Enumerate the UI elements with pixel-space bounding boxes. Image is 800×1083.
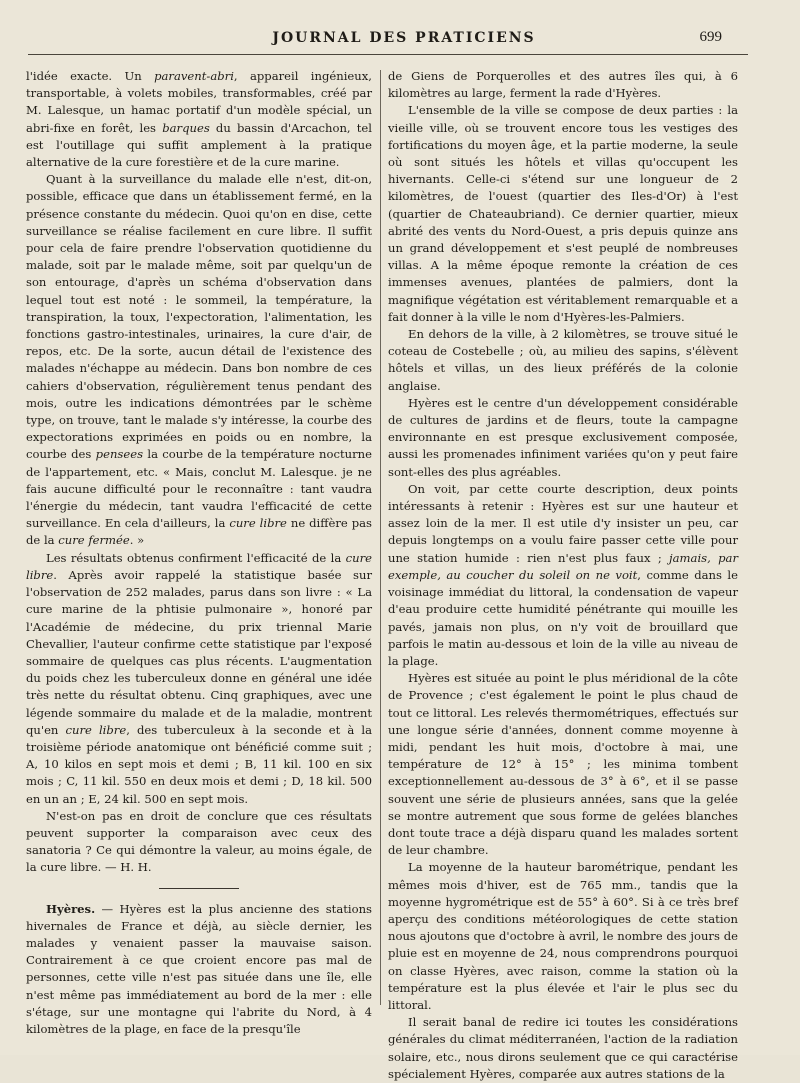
text-run: Quant à la surveillance du malade elle n'est, dit-on, possible, efficace que dans un établissement fermé, en la présence constante du médecin. Quoi qu'on en dise, cette surveillance se réalise facilement en cure libre. Il suffit pour cela de faire prendre l'observation quotidienne du malade, soit par le malade même, soit par quelqu'un de son entourage, d'après un schéma d'observation dans lequel tout est noté : le sommeil, la température, la transpiration, la toux, l'expectoration, l'alimentation, les fonctions gastro-intestinales, urinaires, la cure d'air, de repos, etc. De la sorte, aucun détail de l'existence des malades n'échappe au médecin. Dans bon nombre de ces cahiers d'observation, régulièrement tenus pendant des mois, outre les indications démontrées par le schème type, on trouve, tant le malade s'y intéresse, la courbe des expectorations exprimées en poids ou en nombre, la courbe des [26,172,372,462]
paragraph-ensemble-ville: L'ensemble de la ville se compose de deux parties : la vieille ville, où se trouvent encore tous les vestiges des fortifications du moyen âge, et la partie moderne, la seule où sont situés les hôtels et villas qu'occupent les hivernants. Celle-ci s'étend sur une longueur de 2 kilomètres, de l'ouest (quartier des Iles-d'Or) à l'est (quartier de Chateaubriand). Ce dernier quartier, mieux abrité des vents du Nord-Ouest, a pris depuis quinze ans un grand développement et s'est peuplé de nombreuses villas. A la même époque remonte la création de ces immenses avenues, plantées de palmiers, dont la magnifique végétation est véritablement remarquable et a fait donner à la ville le nom d'Hyères-les-Palmiers. [388,103,738,324]
running-title: JOURNAL DES PRATICIENS [272,30,536,46]
italic-term: pensees [95,447,144,462]
page-number: 699 [699,29,722,45]
paragraph-hyeres-intro [26,901,372,1039]
section-lead-title: Hyères. [46,901,96,916]
paragraph-humidite [388,481,738,670]
paragraph-cultures: Hyères est le centre d'un développement considérable de cultures de jardins et de fleurs, toute la campagne environnante en est presque exclusivement composée, aussi les promenades infiniment variées qu'on y peut faire sont-elles des plus agréables. [388,395,738,479]
italic-phrase: jamais, par exemple, au coucher du soleil on ne voit [388,550,738,582]
text-run: — Hyères est la plus ancienne des stations hivernales de France et déjà, au siècle dernier, les malades y venaient passer la mauvaise saison. Contrairement à ce que croient encore pas mal de personnes, cette ville n'est pas située dans une île, elle n'est même pas immédiatement au bord de la mer : elle s'étage, sur une montagne qui l'abrite du Nord, à 4 kilomètres de la plage, en face de la presqu'île [26,901,372,1036]
italic-term: cure fermée [58,533,130,548]
text-run: , comme dans le voisinage immédiat du littoral, la condensation de vapeur d'eau produire cette humidité pénétrante qui mouille les pavés, jamais non plus, on n'y voit de brouillard que parfois le matin au-dessous et loin de la ville au niveau de la plage. [388,567,738,668]
text-run: . » [129,533,145,548]
text-run: , appareil ingénieux, transportable, à volets mobiles, transformables, créé par M. Lalesque, un hamac portatif d'un modèle spécial, un abri-fixe en forêt, les [26,69,372,135]
italic-term: cure libre [65,722,127,737]
text-run: . Après avoir rappelé la statistique basée sur l'observation de 252 malades, parus dans son livre : « La cure marine de la phtisie pulmonaire », honoré par l'Académie de médecine, du prix triennal Marie Chevallier, l'auteur confirme cette statistique par l'exposé sommaire de quelques cas plus récents. L'augmentation du poids chez les tuberculeux donne en général une idée très nette du résultat obtenu. Cinq graphiques, avec une légende sommaire du malade et de la maladie, montrent qu'en [26,567,372,737]
header-rule [28,54,748,55]
italic-term: barques [162,120,210,135]
italic-term: paravent-abri [154,69,234,83]
text-run: Les résultats obtenus confirment l'efficacité de la [46,550,346,565]
text-run: ne diffère pas de la [26,516,372,548]
text-run: , des tuberculeux à la seconde et à la troisième période anatomique ont bénéficié comme suit ; A, 10 kilos en sept mois et demi ; B, 11 kil. 100 en six mois ; C, 11 kil. 550 en deux mois et demi ; D, 18 kil. 500 en un an ; E, 24 kil. 500 en sept mois. [26,722,372,806]
paragraph-surveillance [26,171,372,549]
text-run: l'idée exacte. Un [26,69,155,83]
right-column [388,68,738,1083]
italic-term: cure libre [229,516,287,531]
paragraph-costebelle: En dehors de la ville, à 2 kilomètres, se trouve situé le coteau de Costebelle ; où, au milieu des sapins, s'élèvent hôtels et villas, un des lieux préférés de la colonie anglaise. [388,327,738,393]
italic-term: cure libre [26,550,372,582]
paragraph-climat: Il serait banal de redire ici toutes les considérations générales du climat méditerranéen, l'action de la radiation solaire, etc., nous dirons seulement que ce qui caractérise spécialement Hyères, comparée aux autres stations de la [388,1015,738,1081]
paragraph-resultats [26,550,372,808]
text-run: la courbe de la température nocturne de l'appartement, etc. « Mais, conclut M. Lalesque. je ne fais aucune difficulté pour le reconnaître : tant vaudra l'énergie du médecin, tant vaudra l'efficacité de cette surveillance. En cela d'ailleurs, la [26,447,372,531]
page-header [28,30,780,50]
left-column [26,68,372,1038]
paragraph-temperature: Hyères est située au point le plus méridional de la côte de Provence ; c'est également le point le plus chaud de tout ce littoral. Les relevés thermométriques, effectués sur une longue série d'années, donnent comme moyenne à midi, pendant les huit mois, d'octobre à mai, une température de 12° à 15° ; les minima tombent exceptionnellement au-dessous de 3° à 6°, et il se passe souvent une série de plusieurs années, sans que la gelée se montre autrement que sous forme de gelées blanches dont toute trace a déjà disparu quand les malades sortent de leur chambre. [388,671,738,858]
paragraph-paravent [26,68,372,171]
text-run: du bassin d'Arcachon, tel est l'outillage qui suffit amplement à la pratique alternative de la cure forestière et de la cure marine. [26,120,372,170]
paragraph-giens: de Giens de Porquerolles et des autres îles qui, à 6 kilomètres au large, ferment la rade d'Hyères. [388,69,738,101]
paragraph-barometrie: La moyenne de la hauteur barométrique, pendant les mêmes mois d'hiver, est de 765 mm., tandis que la moyenne hygrométrique est de 55° à 60°. Si à ce très bref aperçu des conditions météorologiques de cette station nous ajoutons que d'octobre à avril, le nombre des jours de pluie est en moyenne de 24, nous comprendrons pourquoi on classe Hyères, avec raison, comme la station où la température est la plus élevée et l'air le plus sec du littoral. [388,860,738,1012]
text-run: On voit, par cette courte description, deux points intéressants à retenir : Hyères est sur une hauteur et assez loin de la mer. Il est utile d'y insister un peu, car depuis longtemps on a voulu faire passer cette ville pour une station humide : rien n'est plus faux ; [388,481,738,565]
column-divider [380,70,381,1005]
section-separator [159,888,239,889]
paragraph-conclusion: N'est-on pas en droit de conclure que ces résultats peuvent supporter la comparaison avec ceux des sanatoria ? Ce qui démontre la valeur, au moins égale, de la cure libre. — H. H. [26,808,372,875]
